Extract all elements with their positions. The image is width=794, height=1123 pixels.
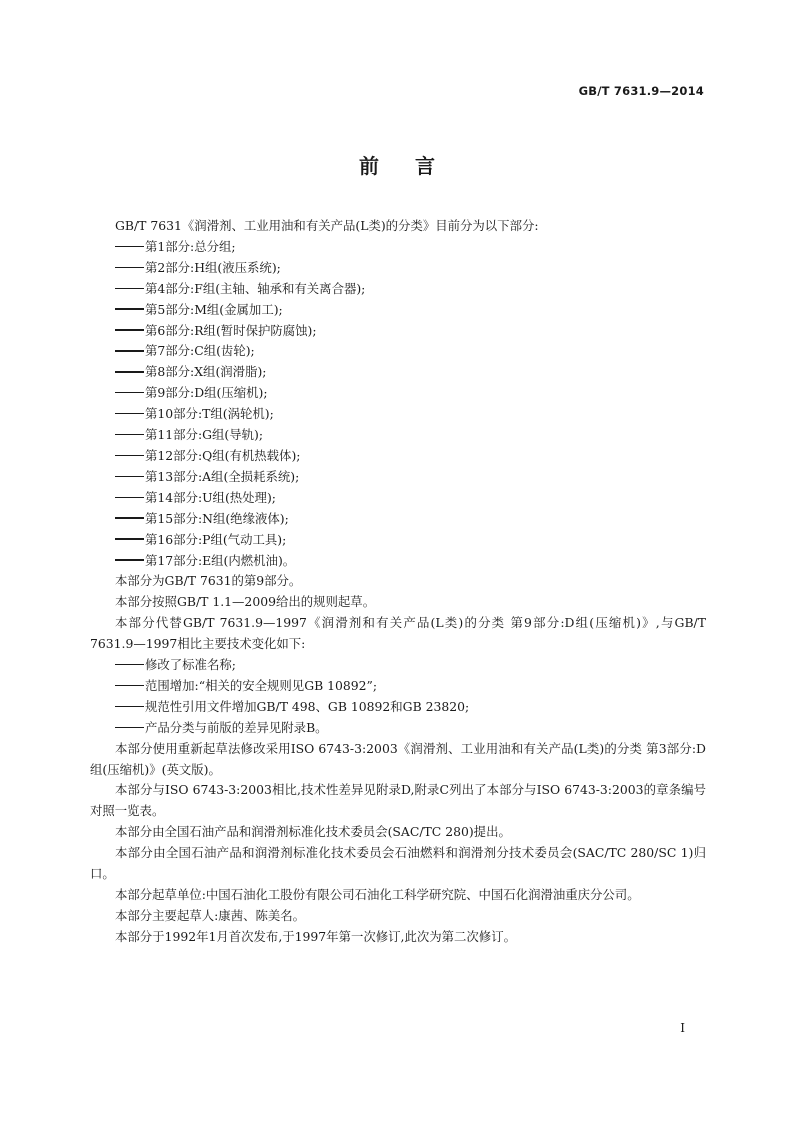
list-item: 第4部分:F组(主轴、轴承和有关离合器); [90,279,706,300]
page-number: I [680,1021,685,1035]
list-item: 第13部分:A组(全损耗系统); [90,467,706,488]
list-item: 第1部分:总分组; [90,237,706,258]
dash-mark [115,497,144,498]
list-item: 第2部分:H组(液压系统); [90,258,706,279]
standard-code: GB/T 7631.9—2014 [578,84,704,98]
list-item: 第16部分:P组(气动工具); [90,530,706,551]
intro-paragraph: GB/T 7631《润滑剂、工业用油和有关产品(L类)的分类》目前分为以下部分: [115,218,539,233]
dash-mark [115,559,144,560]
dash-mark [115,413,144,414]
dash-mark [115,350,144,351]
proposed-paragraph: 本部分由全国石油产品和润滑剂标准化技术委员会(SAC/TC 280)提出。 [115,824,511,840]
dash-mark [115,706,144,707]
dash-mark [115,538,144,539]
drafters-paragraph: 本部分主要起草人:康茜、陈美名。 [115,907,306,923]
dash-mark [115,664,144,665]
list-item: 第6部分:R组(暂时保护防腐蚀); [90,321,706,342]
list-item: 修改了标准名称; [90,655,706,676]
drafting-rule-paragraph: 本部分按照GB/T 1.1—2009给出的规则起草。 [115,594,376,610]
dash-mark [115,308,144,309]
list-item: 第8部分:X组(润滑脂); [90,362,706,383]
list-item: 第9部分:D组(压缩机); [90,383,706,404]
list-item: 第12部分:Q组(有机热载体); [90,446,706,467]
centralized-paragraph: 本部分由全国石油产品和润滑剂标准化技术委员会石油燃料和润滑剂分技术委员会(SAC/TC 280/SC 1)归口。 [90,845,706,882]
dash-mark [115,434,144,435]
list-item: 第7部分:C组(齿轮); [90,341,706,362]
changes-list [90,655,706,739]
dash-mark [115,455,144,456]
dash-mark [115,267,144,268]
parts-list [90,237,706,572]
list-item: 第14部分:U组(热处理); [90,488,706,509]
dash-mark [115,476,144,477]
dash-mark [115,329,144,330]
replaces-paragraph: 本部分代替GB/T 7631.9—1997《润滑剂和有关产品(L类)的分类 第9部分:D组(压缩机)》,与GB/T 7631.9—1997相比主要技术变化如下: [90,615,706,652]
list-item: 产品分类与前版的差异见附录B。 [90,718,706,739]
list-item: 第10部分:T组(涡轮机); [90,404,706,425]
differences-paragraph: 本部分与ISO 6743-3:2003相比,技术性差异见附录D,附录C列出了本部分与ISO 6743-3:2003的章条编号对照一览表。 [90,782,706,819]
list-item: 规范性引用文件增加GB/T 498、GB 10892和GB 23820; [90,697,706,718]
dash-mark [115,685,144,686]
dash-mark [115,288,144,289]
dash-mark [115,517,144,518]
list-item: 范围增加:“相关的安全规则见GB 10892”; [90,676,706,697]
foreword-body [90,216,706,948]
list-item: 第11部分:G组(导轨); [90,425,706,446]
page-title: 前言 [359,154,471,178]
list-item: 第17部分:E组(内燃机油)。 [90,551,706,572]
list-item: 第5部分:M组(金属加工); [90,300,706,321]
part-of-paragraph: 本部分为GB/T 7631的第9部分。 [115,573,302,589]
dash-mark [115,727,144,728]
dash-mark [115,371,144,372]
adoption-paragraph: 本部分使用重新起草法修改采用ISO 6743-3:2003《润滑剂、工业用油和有关产品(L类)的分类 第3部分:D组(压缩机)》(英文版)。 [90,740,706,777]
list-item: 第15部分:N组(绝缘液体); [90,509,706,530]
dash-mark [115,246,144,247]
drafting-units-paragraph: 本部分起草单位:中国石油化工股份有限公司石油化工科学研究院、中国石化润滑油重庆分公司。 [115,887,640,902]
history-paragraph: 本部分于1992年1月首次发布,于1997年第一次修订,此次为第二次修订。 [115,928,516,944]
dash-mark [115,392,144,393]
